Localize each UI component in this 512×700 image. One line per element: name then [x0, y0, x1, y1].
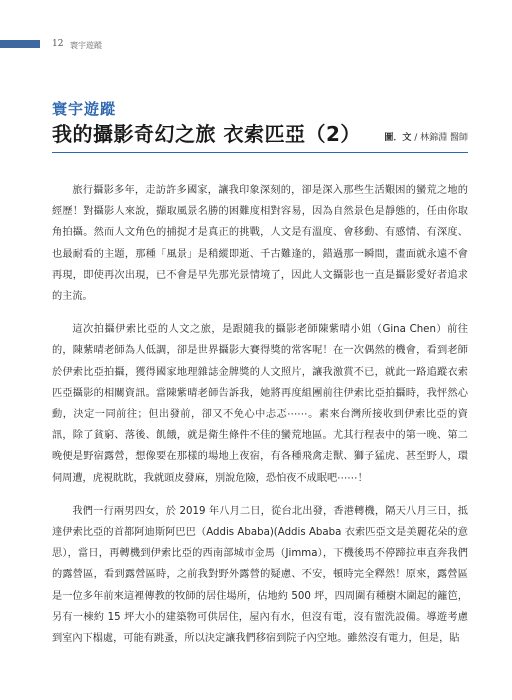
article-title: 我的攝影奇幻之旅 衣索匹亞（2） — [52, 122, 361, 146]
paragraph: 旅行攝影多年，走訪許多國家，讓我印象深刻的，卻是深入那些生活艱困的蠻荒之地的經歷！對攝影人來說，擷取風景名勝的困難度相對容易，因為自然景色是靜態的，任由你取角拍攝。然而人文角色的捕捉才是真正的挑戰，人文是有溫度、會移動、有感情、有深度、也最耐看的主題，那種「風景」是稍縱即逝、千古難逢的，錯過那一瞬間，畫面就永遠不會再現，即使再次出現，已不會是早先那光景情境了，因此人文攝影也一直是攝影愛好者追求的主流。 — [52, 185, 468, 303]
running-head: 寰宇遊蹤 — [70, 41, 102, 50]
paragraph: 這次拍攝伊索比亞的人文之旅，是跟隨我的攝影老師陳紫晴小姐（Gina Chen）前往的，陳紫晴老師為人低調，卻是世界攝影大賽得獎的常客呢！在一次偶然的機會，看到老師於伊索比亞拍攝，獲得國家地理雜誌金牌獎的人文照片，讓我激賞不已，就此一路追蹤衣索匹亞攝影的相關資訊。當陳紫晴老師告訴我，她將再度組團前往伊索比亞拍攝時，我怦然心動，決定一同前往；但出發前，卻又不免心中忐忑⋯⋯。素來台灣所接收到伊索比亞的資訊，除了貧窮、落後、飢餓，就是衛生條件不佳的蠻荒地區。尤其行程表中的第一晚、第二晚便是野宿露營，想像要在那樣的場地上夜宿，有各種飛禽走獸、獅子猛虎、甚至野人，環伺周遭，虎視眈眈，我就頭皮發麻，別說危險，恐怕夜不成眠吧⋯⋯！ — [52, 324, 468, 484]
title-divider — [52, 152, 468, 153]
section-label: 寰宇遊蹤 — [52, 100, 117, 118]
page-number: 12 — [52, 39, 64, 49]
article-body — [52, 180, 468, 661]
byline-author: 林錦淵 醫師 — [420, 133, 468, 143]
paragraph: 我們一行兩男四女，於 2019 年八月二日，從台北出發，香港轉機，隔天八月三日，抵達伊索比亞的首都阿迪斯阿巴巴（Addis Ababa)(Addis Ababa 衣索匹亞文是美麗花朵的意思），當日，再轉機到伊索比亞的西南部城市金馬（Jimma），下機後馬不停蹄拉車直奔我們的露營區，看到露營區時，之前我對野外露營的疑慮、不安，頓時完全釋然！原來，露營區是一位多年前來這裡傳教的牧師的居住場所，佔地約 500 坪，四周圍有種樹木圍起的籬笆，另有一棟約 15 坪大小的建築物可供居住，屋內有水，但沒有電，沒有盥洗設備。導遊考慮到室內下榻處，可能有跳蚤，所以決定讓我們移宿到院子內空地。雖然沒有電力，但是，貼 — [52, 505, 468, 645]
byline-separator: / — [411, 133, 421, 143]
header-accent-bar — [0, 40, 40, 48]
byline-role: 圖．文 — [384, 133, 412, 143]
byline — [384, 130, 468, 143]
